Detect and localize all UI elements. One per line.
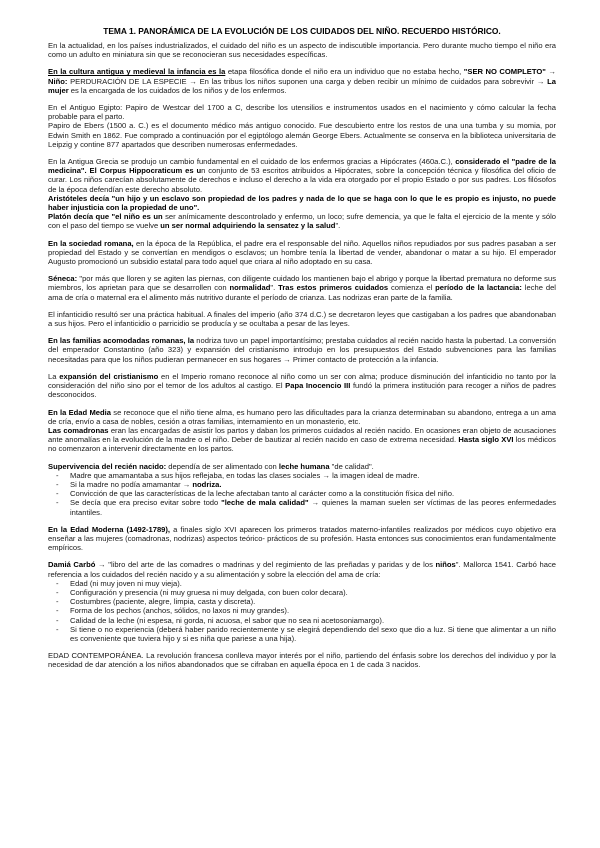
list-item: - Costumbres (paciente, alegre, limpia, casta y discreta). [70, 597, 556, 606]
media-lead: En la Edad Media [48, 407, 111, 417]
seneca-text-4: leche del ama de cría o maternal era el alimento más nutritivo durante el período de crianza. Las nodrizas eran parte de la familia. [48, 283, 556, 302]
supervivencia-list [48, 471, 556, 517]
grecia-bold-1: considerado el "padre de la medicina". El Corpus Hippocraticum es u [48, 157, 556, 176]
list-item [70, 480, 556, 489]
list-item: - Forma de los pechos (anchos, sólidos, no laxos ni muy grandes). [70, 606, 556, 615]
antigua-lead: En la cultura antigua y medieval la infancia es la [48, 67, 226, 77]
list-item: - Calidad de la leche (ni espesa, ni gorda, ni acuosa, el sabor que no sea ni acetosoniamargo). [70, 616, 556, 625]
acomodadas-text: nodriza tuvo un papel importantísimo; prestaba cuidados al recién nacido hasta la pubertad. La conversión del emperador Constantino (año 323) y expansión del cristianismo introdujo en los presupuestos del Estado subvenciones para las familias necesitadas para que los niños pudieran permanecer en sus hogares → Primer contacto de protección a la infancia. [48, 336, 556, 364]
moderna-text: a finales siglo XVI aparecen los primeros tratados materno-infantiles realizados por médicos cuyo objetivo era enseñar a las mujeres (comadronas, nodrizas) aspectos teórico- prácticos de su profesión. Hasta entonces sus conocimientos eran fundamentalmente empíricos. [48, 524, 557, 553]
list-item-bold: "leche de mala calidad" [221, 498, 309, 508]
list-item: - Si tiene o no experiencia (deberá haber parido recientemente y se elegirá dependiendo del sexo que dio a luz. Si tiene que alimentar a un niño es conveniente que tuviera hijo y si es niña que pariese a una hija). [70, 625, 556, 643]
supervivencia-heading [48, 462, 556, 471]
egipto-paragraph-1 [48, 103, 556, 121]
carbo-text-2: ". Mallorca 1541. Carbó hace referencia a los cuidados del recién nacido y a su alimentación y sobre la elección del ama de cría: [48, 560, 556, 579]
list-item: - Configuración y presencia (ni muy gruesa ni muy delgada, con buen color decara). [70, 588, 556, 597]
arrow-icon: → [536, 76, 548, 86]
arrow-icon: → [545, 67, 556, 77]
carbo-ninos: niños [435, 560, 456, 570]
cristianismo-paragraph [48, 372, 556, 400]
list-item-text: Madre que amamantaba a sus hijos reflejaba, en todas las clases sociales → la imagen ideal de madre. [70, 470, 420, 480]
list-item [70, 498, 556, 516]
grecia-aristoteles: Aristóteles decía "un hijo y un esclavo son propiedad de los padres y nada de lo que se haga con lo que le es propio es injusto, no puede haber injusticia con la propiedad de uno". [48, 193, 556, 213]
media-comadronas: Las comadronas [48, 425, 109, 435]
carbo-text-1: → "libro del arte de las comadres o madrinas y del regimiento de las preñadas y paridas y de los [95, 560, 436, 570]
media-text-3: los médicos no comenzaron a intervenir directamente en los partos. [48, 435, 556, 454]
media-text-2: eran las encargadas de asistir los partos y daban los primeros cuidados al recién nacido. En ocasiones eran objeto de acusaciones ante anomalías en la evolución de la madre o el niño. Deber de bautizar al recién nacido en caso de extrema necesidad. [48, 425, 556, 445]
list-item [70, 471, 556, 480]
list-item-text: Se decía que era preciso evitar sobre todo [70, 498, 222, 508]
seneca-lead: Séneca: [48, 274, 78, 284]
contemporanea-text: EDAD CONTEMPORÁNEA. La revolución francesa conlleva mayor interés por el niño, partiendo del énfasis sobre los derechos del individuo y por la necesidad de dar atención a los niños abandonados que se cifraban en aquella época en 1 de cada 3 nacidos. [48, 651, 556, 670]
media-text-1: se reconoce que el niño tiene alma, es humano pero las dificultades para la crianza determinaban su abandono, entrega a un ama de cría, envío a casa de nobles, cesión a otras familias, internamiento en un monasterio, etc. [48, 407, 556, 426]
carbo-paragraph [48, 560, 556, 578]
grecia-text-1: En la Antigua Grecia se produjo un cambio fundamental en el cuidado de los enfermos gracias a Hipócrates (460a.C.), [48, 157, 456, 167]
grecia-text-3: ser anímicamente descontrolado y enfermo, un loco; sufre demencia, ya que le falta el ejercicio de la mente y sólo con el paso del tiempo se vuelve [48, 212, 556, 231]
list-item-text: Convicción de que las características de la leche afectaban tanto al carácter como a la constitución física del niño. [70, 489, 455, 499]
seneca-text-2: ". [270, 283, 279, 293]
cristianismo-text-0: La [48, 371, 60, 381]
infanticidio-paragraph [48, 310, 556, 328]
page-title: TEMA 1. PANORÁMICA DE LA EVOLUCIÓN DE LOS CUIDADOS DEL NIÑO. RECUERDO HISTÓRICO. [103, 26, 501, 36]
carbo-list [48, 579, 556, 643]
grecia-text-2: n conjunto de 53 escritos atribuidos a Hipócrates, sobre la concepción técnica y filosófica del oficio de curar. Los niños carecían absolutamente de derechos e incluso el derecho a la vida era otorgado por el propio Estado o por sus padres. Los filósofos de la época defendían este derecho absoluto. [48, 166, 556, 194]
seneca-bold-3: período de la lactancia: [435, 283, 522, 293]
roma-text: en la época de la República, el padre era el responsable del niño. Aquellos niños repudiados por sus padres pasaban a ser propiedad del Estado y se convertían en mendigos o esclavos; un hombre tenía la libertad de vender, abandonar o matar a su hijo. El emperador Augusto promocionó un subsidio estatal para todo aquel que criara al niño adoptado en su casa. [48, 238, 556, 267]
acomodadas-paragraph [48, 336, 556, 364]
intro-paragraph [48, 41, 556, 59]
supervivencia-leche: leche humana [278, 461, 330, 471]
media-paragraph [48, 408, 556, 454]
antigua-text-3: es la encargada de los cuidados de los niños y de los enfermos. [68, 85, 287, 95]
list-item-bold: nodriza. [192, 479, 222, 489]
antigua-text-1: etapa filosófica donde el niño era un individuo que no estaba hecho, [225, 67, 464, 77]
intro-text: En la actualidad, en los países industrializados, el cuidado del niño es un aspecto de indiscutible importancia. Pero durante mucho tiempo el niño era como un adulto en miniatura sin que se reconocieran sus necesidades específicas. [48, 41, 556, 60]
antigua-quote: "SER NO COMPLETO" [463, 67, 546, 77]
grecia-bold-4: un ser normal adquiriendo la sensatez y la salud [160, 221, 336, 231]
grecia-platon: Platón decía que "el niño es un [48, 212, 163, 222]
supervivencia-text-1: dependía de ser alimentado con [166, 461, 279, 471]
moderna-lead: En la Edad Moderna (1492-1789), [48, 524, 171, 534]
list-item-text: → quienes la maman suelen ser víctimas de las peores enfermedades intantiles. [70, 498, 556, 517]
antigua-nino-text: PERDURACIÓN DE LA ESPECIE [67, 76, 187, 86]
egipto-text-1: En el Antiguo Egipto: Papiro de Westcar del 1700 a C, describe los utensilios e instrumentos usados en el nacimiento y cómo calcular la fecha probable para el parto. [48, 103, 556, 122]
grecia-text-end: ". [335, 221, 341, 231]
contemporanea-paragraph [48, 651, 556, 669]
egipto-text-2: Papiro de Ebers (1500 a. C.) es el documento médico más antiguo conocido. Fue descubierto entre los restos de una una tumba y su momia, por Edwin Smith en 1862. Fue comprado a continuación por el egiptólogo alemán George Ebers. Actualmente se conserva en la biblioteca universitaria de Leipzig y contine 877 apartados que describen numerosas enfermedades. [48, 121, 556, 149]
seneca-text-3: comienza el [388, 283, 436, 293]
antigua-mujer: La mujer [48, 76, 556, 95]
cristianismo-text-1: en el Imperio romano reconoce al niño como un ser con alma; produce disminución del infanticidio no tanto por la consideración del niño sino por el temor de los adultos al castigo. El [48, 371, 556, 391]
egipto-paragraph-2 [48, 121, 556, 149]
acomodadas-lead: En las familias acomodadas romanas, la [48, 336, 195, 346]
cristianismo-papa: Papa Inocencio III [285, 381, 351, 391]
cristianismo-text-2: fundó la primera institución para recoger a niños de padres desconocidos. [48, 381, 556, 400]
list-item: - Edad (ni muy joven ni muy vieja). [70, 579, 556, 588]
infanticidio-text: El infanticidio resultó ser una práctica habitual. A finales del imperio (año 374 d.C.) se decretaron leyes que castigaban a los padres que abandonaban a sus hijos. Pero el infanticidio o parricidio se producía y se ocultaba a pesar de las leyes. [48, 309, 556, 329]
moderna-paragraph [48, 525, 556, 553]
grecia-paragraph [48, 157, 556, 231]
seneca-paragraph [48, 274, 556, 302]
cristianismo-lead: expansión del cristianismo [59, 371, 159, 381]
antigua-paragraph [48, 67, 556, 95]
list-item-text: Si la madre no podía amamantar → [70, 479, 193, 489]
antigua-nino-label: Niño: [48, 76, 68, 86]
seneca-bold-2: Tras estos primeros cuidados [278, 283, 389, 293]
antigua-text-2: En las tribus los niños suponen una carga y deben recibir un mínimo de cuidados para sobrevivir [199, 76, 537, 86]
seneca-bold-1: normalidad [229, 283, 271, 293]
media-siglo: Hasta siglo XVI [458, 435, 514, 445]
supervivencia-lead: Supervivencia del recién nacido: [48, 461, 167, 471]
arrow-icon: → [186, 76, 200, 86]
carbo-lead: Damiá Carbó [48, 560, 96, 570]
list-item [70, 489, 556, 498]
seneca-text-1: "por más que lloren y se agiten las piernas, con diligente cuidado los mantienen bajo el abrigo y porque la libertad prematura no deforme sus miembros, los aprietan para que se desarrollen con [48, 274, 556, 293]
roma-paragraph [48, 239, 556, 267]
roma-lead: En la sociedad romana, [48, 238, 134, 248]
supervivencia-text-2: "de calidad". [329, 461, 374, 471]
